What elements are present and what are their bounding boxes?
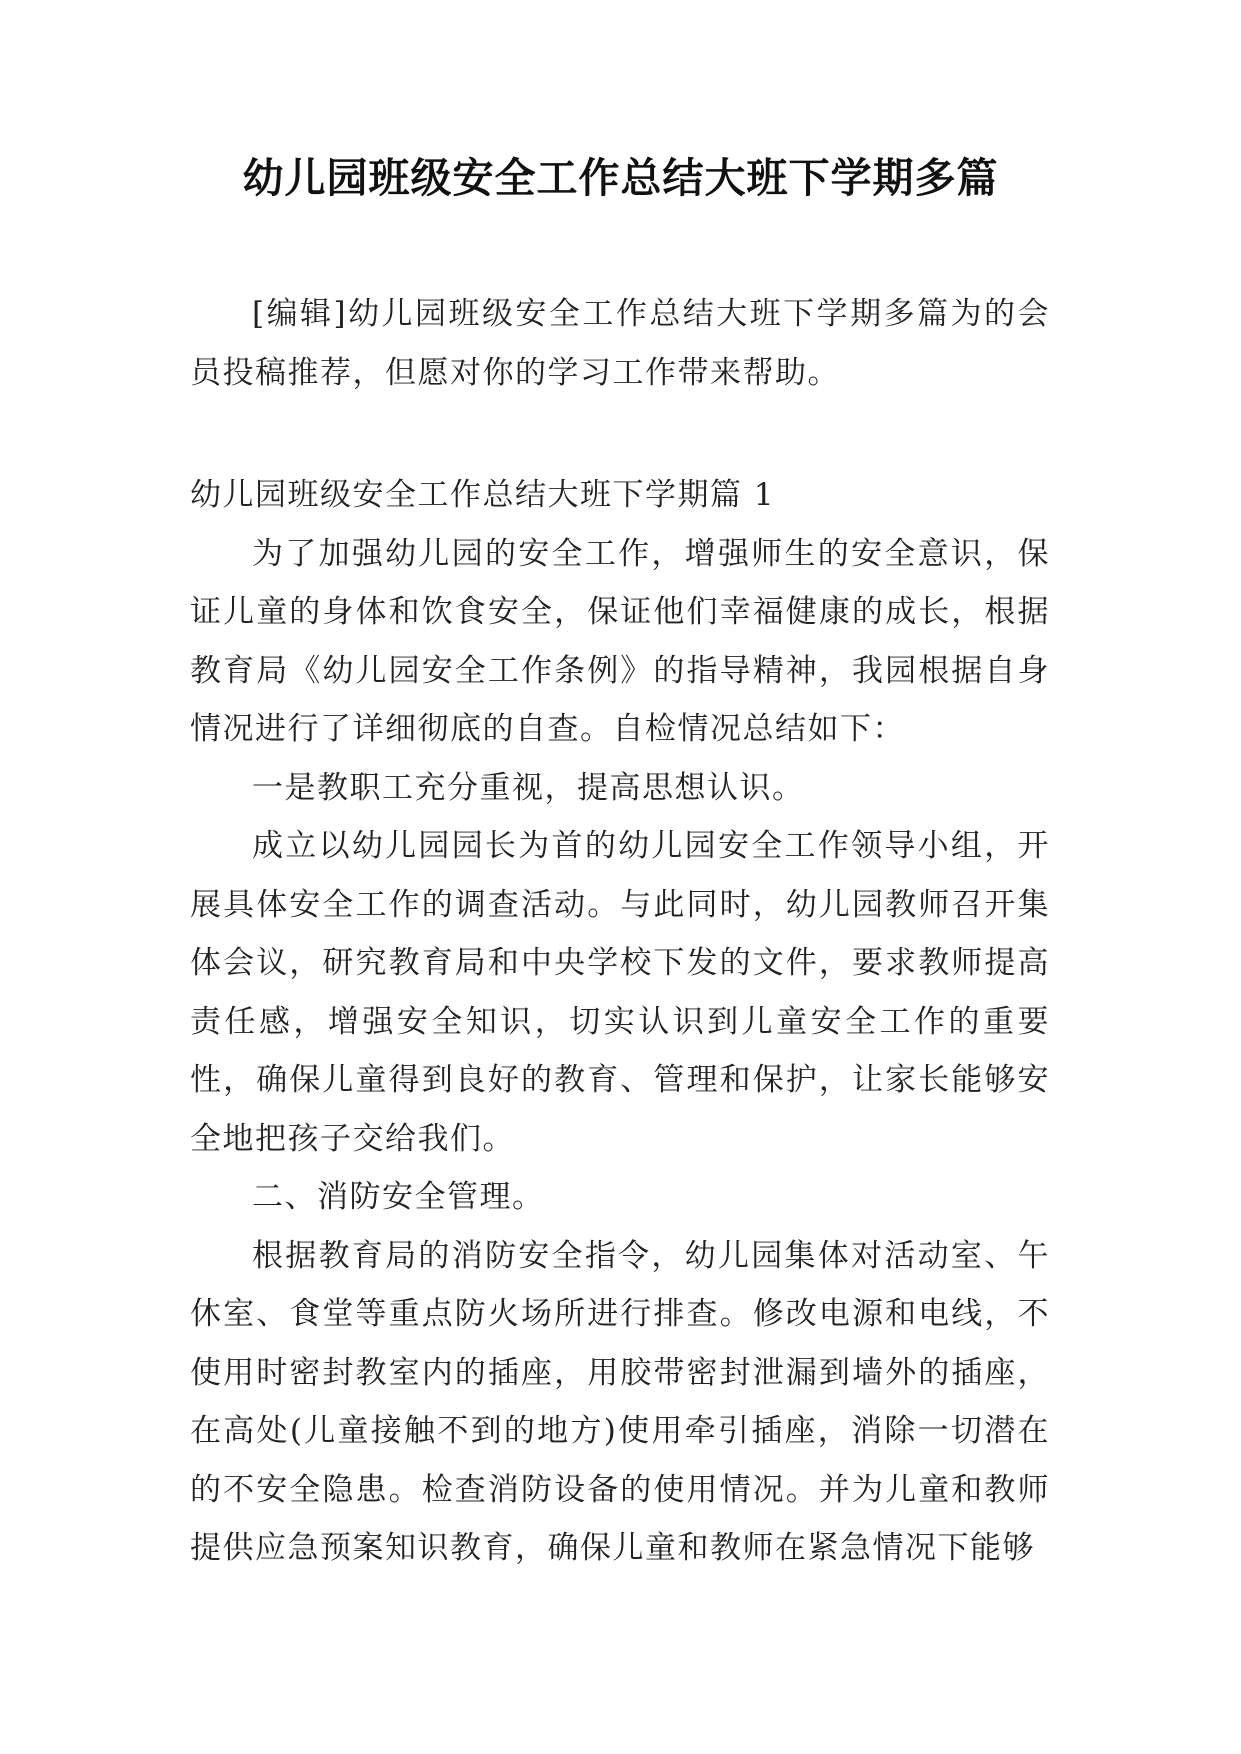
- body-paragraph: 为了加强幼儿园的安全工作，增强师生的安全意识，保证儿童的身体和饮食安全，保证他们幸福健康的成长，根据教育局《幼儿园安全工作条例》的指导精神，我园根据自身情况进行了详细彻底的自查。自检情况总结如下：: [190, 535, 1050, 747]
- body-paragraph: 根据教育局的消防安全指令，幼儿园集体对活动室、午休室、食堂等重点防火场所进行排查。修改电源和电线，不使用时密封教室内的插座，用胶带密封泄漏到墙外的插座，在高处(儿童接触不到的地方)使用牵引插座，消除一切潜在的不安全隐患。检查消防设备的使用情况。并为儿童和教师提供应急预案知识教育，确保儿童和教师在紧急情况下能够: [190, 1237, 1050, 1566]
- body-paragraph-subheading: 二、消防安全管理。: [252, 1179, 545, 1215]
- document-title: 幼儿园班级安全工作总结大班下学期多篇: [242, 154, 999, 202]
- main-content: [190, 466, 1050, 1578]
- body-paragraph: 成立以幼儿园园长为首的幼儿园安全工作领导小组，开展具体安全工作的调查活动。与此同时，幼儿园教师召开集体会议，研究教育局和中央学校下发的文件，要求教师提高责任感，增强安全知识，切实认识到儿童安全工作的重要性，确保儿童得到良好的教育、管理和保护，让家长能够安全地把孩子交给我们。: [190, 828, 1050, 1157]
- body-paragraph-subheading: 一是教职工充分重视，提高思想认识。: [252, 769, 805, 806]
- section-heading: 幼儿园班级安全工作总结大班下学期篇 1: [190, 477, 776, 513]
- intro-paragraph: [编辑]幼儿园班级安全工作总结大班下学期多篇为的会员投稿推荐，但愿对你的学习工作带来帮助。: [190, 296, 1050, 391]
- intro-block: [190, 285, 1050, 402]
